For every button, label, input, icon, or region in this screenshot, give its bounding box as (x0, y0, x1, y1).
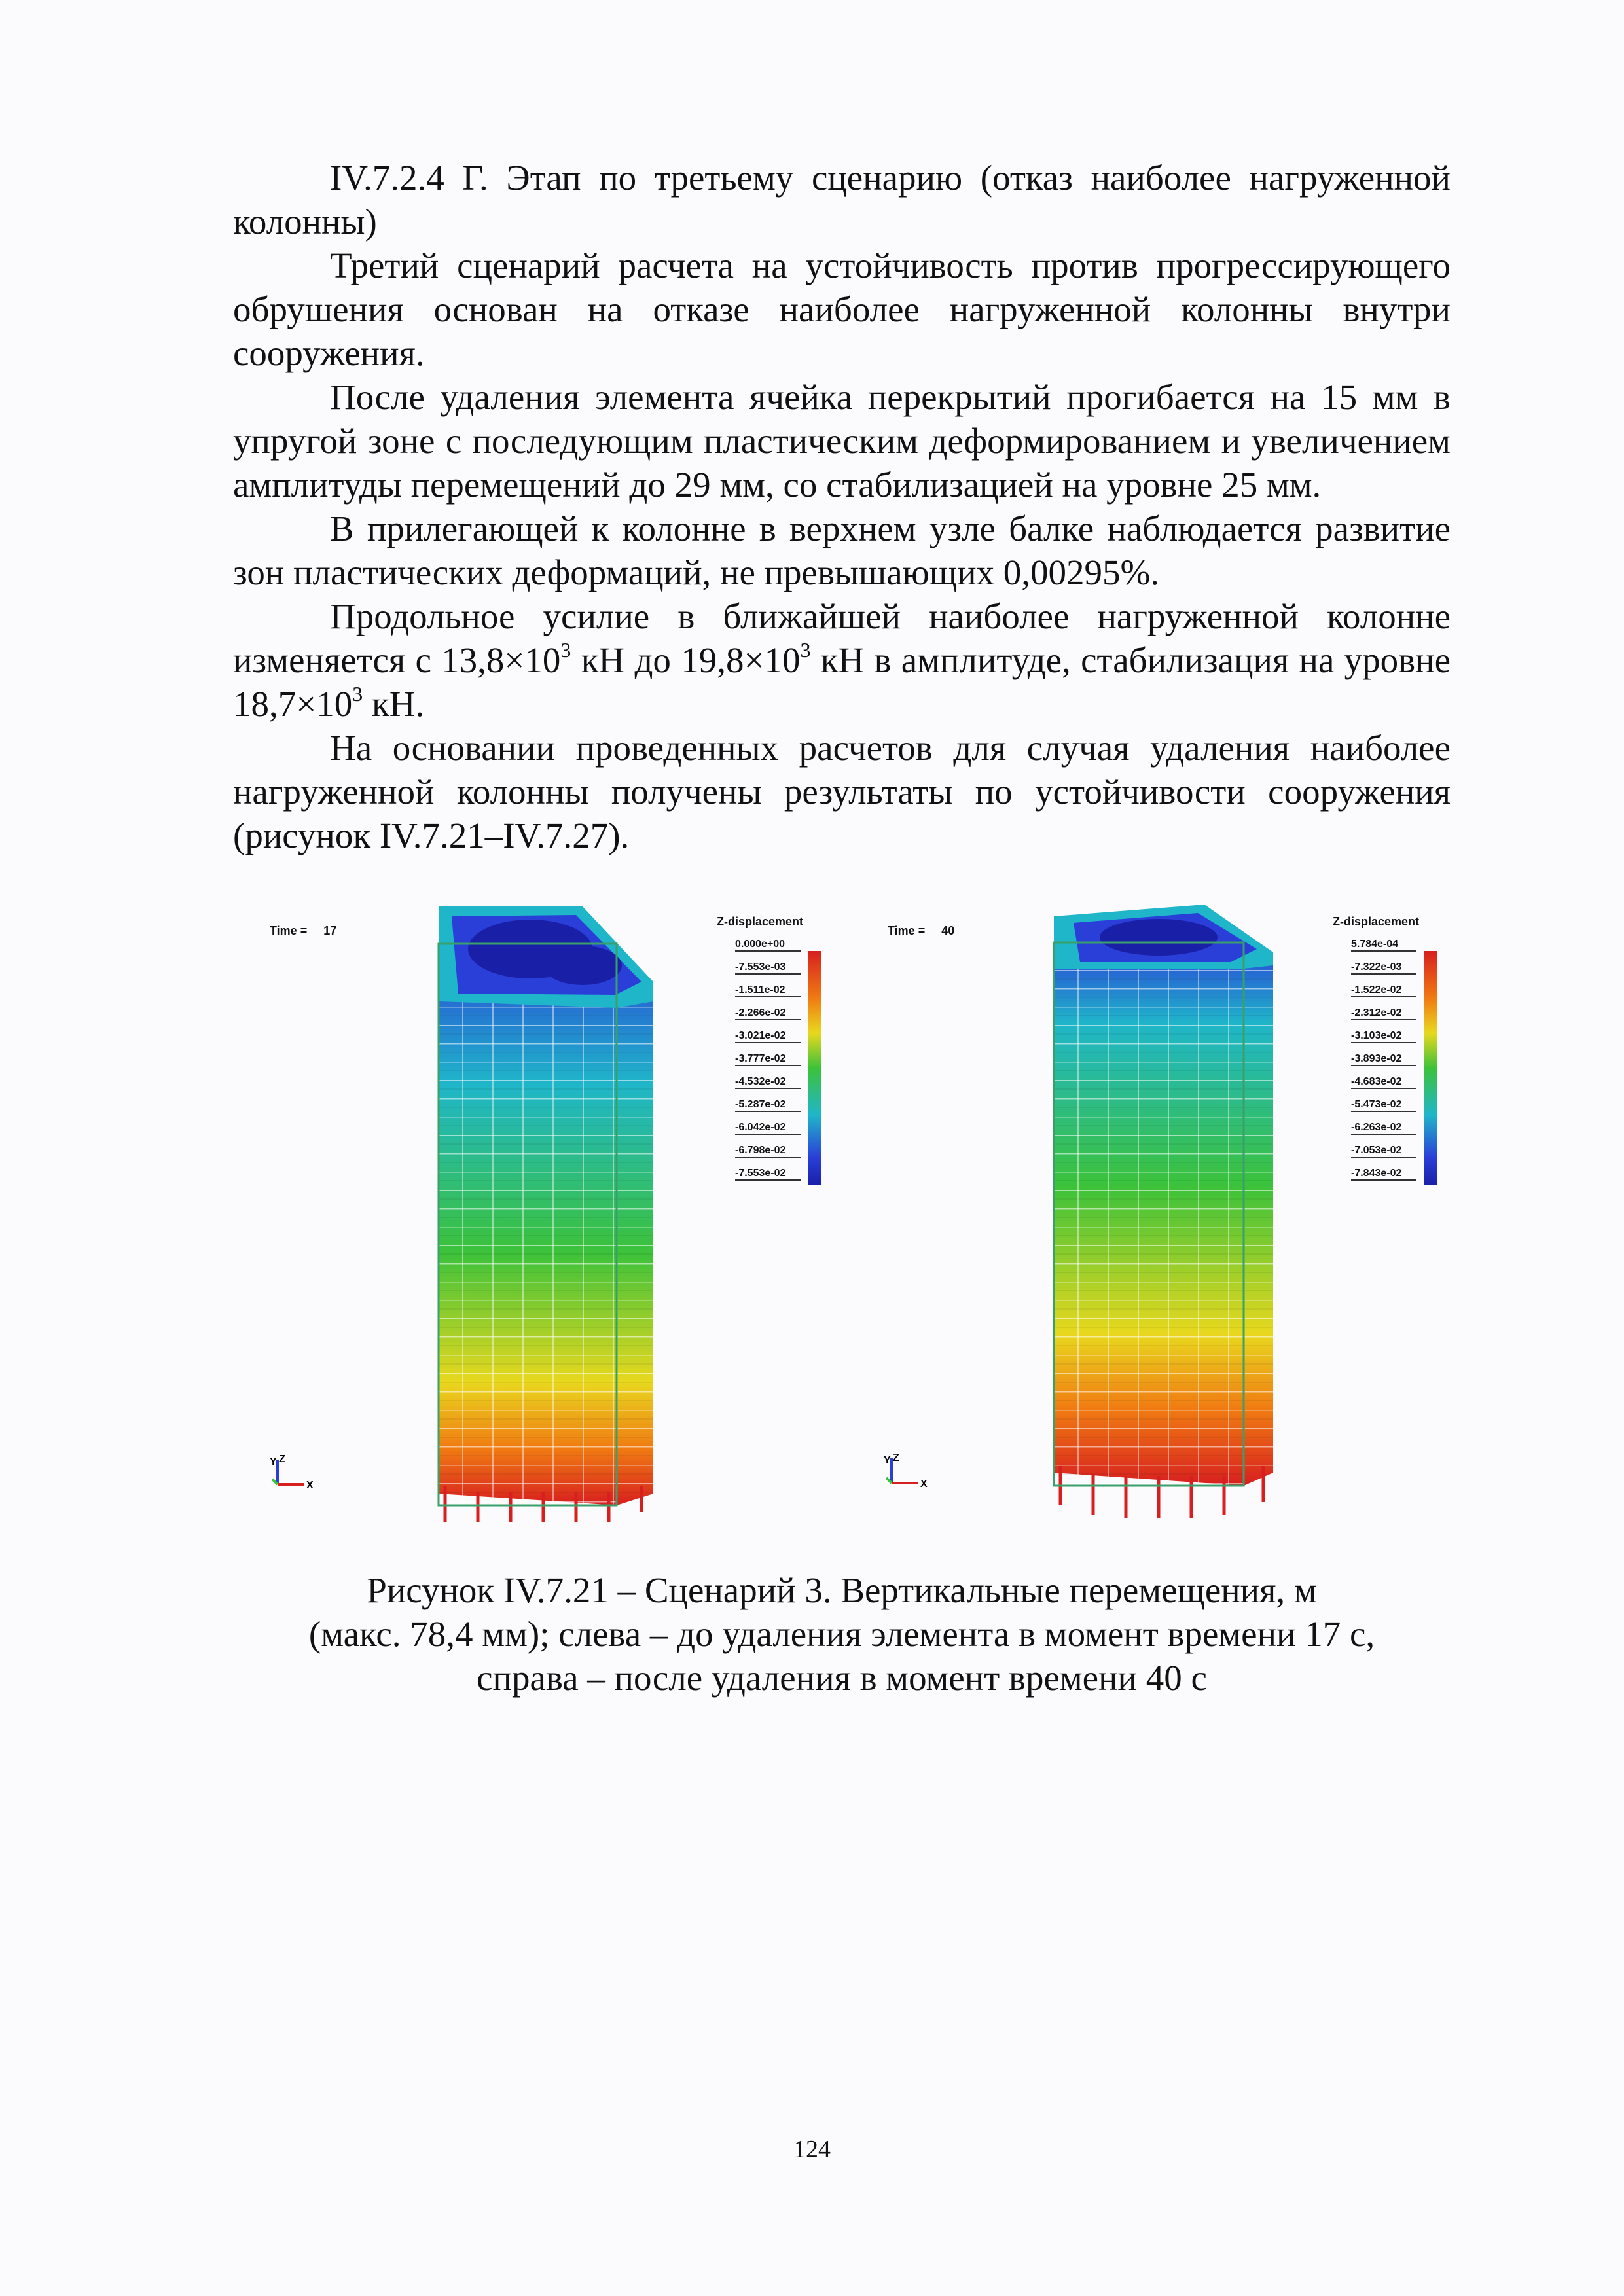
legend-value: -1.522e-02 (1351, 984, 1416, 997)
paragraph-deflection: После удаления элемента ячейка перекрытий прогибается на 15 мм в упругой зоне с последующим пластическим деформированием и увеличением амплитуды перемещений до 29 мм, со стабилизацией на уровне 25 мм. (233, 377, 1451, 505)
page-number: 124 (793, 2136, 831, 2163)
legend-value: -2.266e-02 (735, 1007, 801, 1020)
legend-value: -3.103e-02 (1351, 1030, 1416, 1043)
paragraph-axial-force: Продольное усилие в ближайшей наиболее нагруженной колонне изменяется с $13,8\times 10^3$ кН до $19,8\times 10^3$ кН в амплитуде, стабилизация на уровне $18,7\times 10^3$ кН. (233, 596, 1451, 724)
legend-value: -1.511e-02 (735, 984, 801, 997)
axis-triad-icon-right (884, 1452, 936, 1491)
legend-value: -5.287e-02 (735, 1099, 801, 1112)
legend-value: -3.021e-02 (735, 1030, 801, 1043)
legend-value: -3.893e-02 (1351, 1053, 1416, 1066)
legend-value: 0.000e+00 (735, 939, 801, 952)
time-label-right: Time = 40 (888, 924, 955, 937)
legend-title-left: Z-displacement (717, 915, 804, 928)
legend-value: -7.843e-02 (1351, 1168, 1416, 1181)
legend-value: -2.312e-02 (1351, 1007, 1416, 1020)
legend-left (717, 915, 848, 1190)
svg-text:Y: Y (884, 1455, 891, 1466)
legend-value: 5.784e-04 (1351, 939, 1416, 952)
caption-line-3: справа – после удаления в момент времени 40 с (477, 1658, 1207, 1698)
figure-caption (233, 1568, 1451, 1700)
svg-text:Z: Z (893, 1452, 899, 1463)
legend-title-right: Z-displacement (1333, 915, 1420, 928)
legend-value: -6.798e-02 (735, 1145, 801, 1158)
legend-value: -6.042e-02 (735, 1122, 801, 1135)
legend-value: -4.683e-02 (1351, 1076, 1416, 1089)
legend-value: -5.473e-02 (1351, 1099, 1416, 1112)
paragraph-plastic-zones: В прилегающей к колонне в верхнем узле балке наблюдается развитие зон пластических деформаций, не превышающих 0,00295%. (233, 509, 1451, 592)
legend-value: -3.777e-02 (735, 1053, 801, 1066)
colorbar-left (808, 951, 821, 1185)
legend-value: -4.532e-02 (735, 1076, 801, 1089)
building-model-left (432, 897, 668, 1525)
paragraph-results: На основании проведенных расчетов для случая удаления наиболее нагруженной колонны получены результаты по устойчивости сооружения (рисунок IV.7.21–IV.7.27). (233, 728, 1451, 855)
paragraph-scenario: Третий сценарий расчета на устойчивость против прогрессирующего обрушения основан на отказе наиболее нагруженной колонны внутри сооружения. (233, 245, 1451, 373)
legend-right (1333, 915, 1464, 1190)
svg-text:X: X (920, 1479, 928, 1490)
legend-value: -7.553e-02 (735, 1168, 801, 1181)
colorbar-right (1424, 951, 1437, 1185)
caption-line-2: (макс. 78,4 мм); слева – до удаления элемента в момент времени 17 с, (308, 1614, 1375, 1654)
legend-value: -7.553e-03 (735, 961, 801, 975)
caption-line-1: Рисунок IV.7.21 – Сценарий 3. Вертикальные перемещения, м (367, 1570, 1317, 1610)
axis-triad-icon-left (270, 1453, 322, 1492)
legend-value: -7.322e-03 (1351, 961, 1416, 975)
building-model-right (1047, 897, 1283, 1525)
svg-text:Z: Z (279, 1454, 285, 1465)
svg-text:Y: Y (270, 1456, 277, 1467)
legend-value: -6.263e-02 (1351, 1122, 1416, 1135)
time-label-left: Time = 17 (270, 924, 337, 937)
section-heading: IV.7.2.4 Г. Этап по третьему сценарию (отказ наиболее нагруженной колонны) (233, 158, 1451, 242)
svg-text:X: X (306, 1480, 314, 1491)
legend-value: -7.053e-02 (1351, 1145, 1416, 1158)
body-text (233, 156, 1451, 857)
